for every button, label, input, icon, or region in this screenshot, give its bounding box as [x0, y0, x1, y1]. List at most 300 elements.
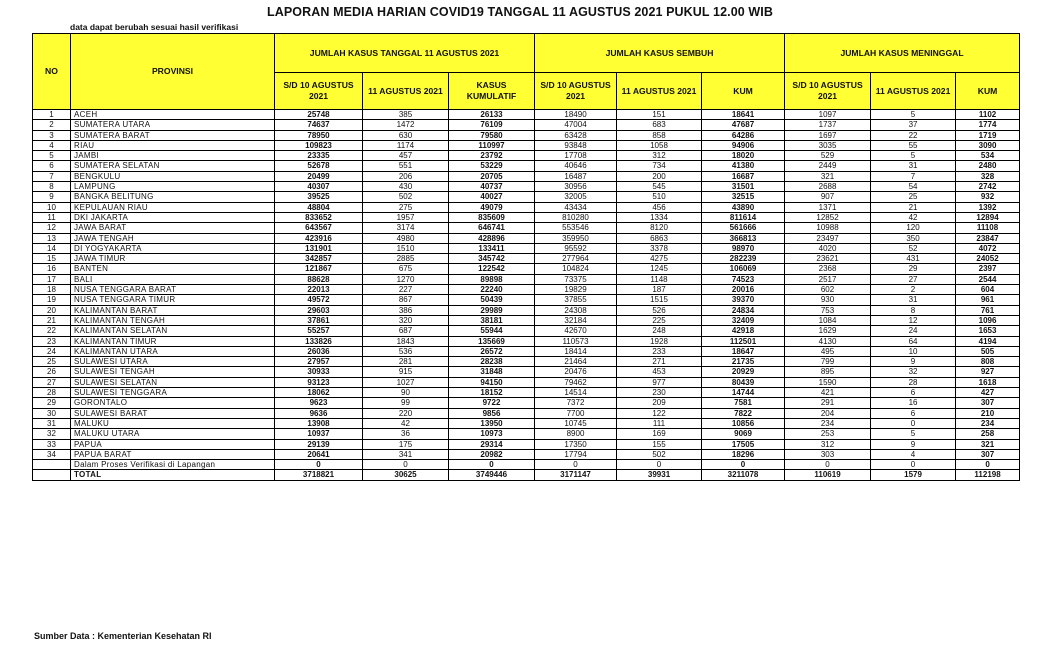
cell-kasus-sd: 48804: [275, 202, 363, 212]
cell-kasus-kumulatif: 31848: [449, 367, 535, 377]
cell-no: 28: [33, 388, 71, 398]
cell-sembuh-kum: 18020: [702, 151, 785, 161]
cell-kasus-today: 630: [363, 130, 449, 140]
cell-sembuh-sd: 32005: [535, 192, 617, 202]
cell-meninggal-kum: 210: [956, 408, 1020, 418]
data-source: Sumber Data : Kementerian Kesehatan RI: [34, 631, 212, 641]
covid-report-table: [32, 33, 1020, 481]
cell-sembuh-today: 1515: [617, 295, 702, 305]
cell-sembuh-today: 0: [617, 460, 702, 470]
cell-sembuh-sd: 37855: [535, 295, 617, 305]
cell-no: 22: [33, 326, 71, 336]
cell-meninggal-sd: 602: [785, 285, 871, 295]
cell-sembuh-today: 1928: [617, 336, 702, 346]
cell-sembuh-today: 526: [617, 305, 702, 315]
table-row: [33, 274, 1020, 284]
cell-meninggal-sd: 1097: [785, 110, 871, 120]
cell-provinsi: TOTAL: [71, 470, 275, 480]
cell-provinsi: SUMATERA SELATAN: [71, 161, 275, 171]
cell-no: 11: [33, 212, 71, 222]
cell-no: 29: [33, 398, 71, 408]
cell-meninggal-sd: 234: [785, 418, 871, 428]
cell-no: 17: [33, 274, 71, 284]
cell-kasus-today: 175: [363, 439, 449, 449]
cell-provinsi: SULAWESI UTARA: [71, 357, 275, 367]
cell-sembuh-today: 734: [617, 161, 702, 171]
cell-kasus-sd: 121867: [275, 264, 363, 274]
cell-meninggal-today: 350: [871, 233, 956, 243]
cell-provinsi: JAWA TIMUR: [71, 254, 275, 264]
cell-kasus-kumulatif: 53229: [449, 161, 535, 171]
cell-kasus-today: 1027: [363, 377, 449, 387]
table-row: [33, 367, 1020, 377]
cell-kasus-sd: 88628: [275, 274, 363, 284]
cell-sembuh-kum: 98970: [702, 243, 785, 253]
cell-meninggal-kum: 1774: [956, 120, 1020, 130]
table-row: [33, 243, 1020, 253]
cell-kasus-sd: 18062: [275, 388, 363, 398]
cell-sembuh-sd: 21464: [535, 357, 617, 367]
cell-kasus-kumulatif: 26572: [449, 346, 535, 356]
cell-no: 33: [33, 439, 71, 449]
header-sembuh-today: 11 AGUSTUS 2021: [617, 73, 702, 110]
cell-sembuh-sd: 47004: [535, 120, 617, 130]
cell-provinsi: SULAWESI BARAT: [71, 408, 275, 418]
cell-meninggal-kum: 24052: [956, 254, 1020, 264]
cell-kasus-sd: 133826: [275, 336, 363, 346]
cell-meninggal-sd: 303: [785, 449, 871, 459]
cell-provinsi: SULAWESI TENGGARA: [71, 388, 275, 398]
cell-kasus-kumulatif: 94150: [449, 377, 535, 387]
cell-sembuh-today: 545: [617, 182, 702, 192]
cell-kasus-kumulatif: 110997: [449, 140, 535, 150]
cell-kasus-sd: 423916: [275, 233, 363, 243]
cell-meninggal-today: 22: [871, 130, 956, 140]
cell-kasus-today: 2885: [363, 254, 449, 264]
cell-sembuh-kum: 106069: [702, 264, 785, 274]
cell-sembuh-kum: 10856: [702, 418, 785, 428]
cell-provinsi: NUSA TENGGARA TIMUR: [71, 295, 275, 305]
cell-sembuh-today: 225: [617, 315, 702, 325]
cell-meninggal-today: 21: [871, 202, 956, 212]
cell-meninggal-today: 7: [871, 171, 956, 181]
cell-kasus-sd: 40307: [275, 182, 363, 192]
cell-meninggal-kum: 927: [956, 367, 1020, 377]
cell-kasus-sd: 23335: [275, 151, 363, 161]
cell-no: 27: [33, 377, 71, 387]
cell-meninggal-sd: 2368: [785, 264, 871, 274]
cell-sembuh-sd: 93848: [535, 140, 617, 150]
cell-kasus-sd: 131901: [275, 243, 363, 253]
cell-provinsi: BALI: [71, 274, 275, 284]
cell-sembuh-today: 230: [617, 388, 702, 398]
cell-kasus-today: 385: [363, 110, 449, 120]
cell-kasus-sd: 37861: [275, 315, 363, 325]
cell-sembuh-kum: 18641: [702, 110, 785, 120]
cell-provinsi: BANTEN: [71, 264, 275, 274]
cell-kasus-today: 457: [363, 151, 449, 161]
cell-meninggal-today: 6: [871, 388, 956, 398]
cell-kasus-sd: 52678: [275, 161, 363, 171]
cell-provinsi: Dalam Proses Verifikasi di Lapangan: [71, 460, 275, 470]
cell-kasus-sd: 30933: [275, 367, 363, 377]
table-row: [33, 233, 1020, 243]
cell-kasus-today: 502: [363, 192, 449, 202]
table-row: [33, 212, 1020, 222]
cell-meninggal-sd: 253: [785, 429, 871, 439]
table-row: [33, 336, 1020, 346]
cell-sembuh-kum: 282239: [702, 254, 785, 264]
cell-kasus-kumulatif: 79580: [449, 130, 535, 140]
cell-provinsi: KALIMANTAN UTARA: [71, 346, 275, 356]
cell-meninggal-sd: 312: [785, 439, 871, 449]
cell-meninggal-kum: 2544: [956, 274, 1020, 284]
cell-meninggal-today: 431: [871, 254, 956, 264]
cell-sembuh-sd: 40646: [535, 161, 617, 171]
cell-kasus-kumulatif: 26133: [449, 110, 535, 120]
table-row: [33, 460, 1020, 470]
cell-kasus-kumulatif: 28238: [449, 357, 535, 367]
total-row: [33, 470, 1020, 480]
cell-no: 12: [33, 223, 71, 233]
cell-kasus-sd: 39525: [275, 192, 363, 202]
table-row: [33, 151, 1020, 161]
cell-meninggal-today: 0: [871, 418, 956, 428]
cell-kasus-sd: 833652: [275, 212, 363, 222]
cell-meninggal-kum: 307: [956, 449, 1020, 459]
cell-sembuh-sd: 8900: [535, 429, 617, 439]
table-row: [33, 120, 1020, 130]
cell-meninggal-sd: 907: [785, 192, 871, 202]
cell-sembuh-sd: 63428: [535, 130, 617, 140]
cell-meninggal-today: 28: [871, 377, 956, 387]
table-row: [33, 264, 1020, 274]
table-row: [33, 202, 1020, 212]
cell-provinsi: DI YOGYAKARTA: [71, 243, 275, 253]
cell-kasus-sd: 55257: [275, 326, 363, 336]
cell-no: 26: [33, 367, 71, 377]
cell-sembuh-sd: 104824: [535, 264, 617, 274]
header-group-kasus: JUMLAH KASUS TANGGAL 11 AGUSTUS 2021: [275, 34, 535, 73]
cell-no: 19: [33, 295, 71, 305]
cell-no: 15: [33, 254, 71, 264]
cell-meninggal-today: 25: [871, 192, 956, 202]
cell-meninggal-today: 31: [871, 295, 956, 305]
table-row: [33, 449, 1020, 459]
cell-sembuh-sd: 30956: [535, 182, 617, 192]
table-row: [33, 285, 1020, 295]
cell-kasus-today: 687: [363, 326, 449, 336]
cell-kasus-today: 320: [363, 315, 449, 325]
cell-kasus-today: 275: [363, 202, 449, 212]
cell-sembuh-kum: 0: [702, 460, 785, 470]
cell-kasus-kumulatif: 49079: [449, 202, 535, 212]
cell-kasus-kumulatif: 428896: [449, 233, 535, 243]
cell-sembuh-kum: 47687: [702, 120, 785, 130]
cell-kasus-today: 3174: [363, 223, 449, 233]
cell-kasus-kumulatif: 20705: [449, 171, 535, 181]
cell-no: 5: [33, 151, 71, 161]
cell-kasus-kumulatif: 40027: [449, 192, 535, 202]
cell-sembuh-today: 683: [617, 120, 702, 130]
cell-sembuh-sd: 0: [535, 460, 617, 470]
cell-provinsi: SUMATERA BARAT: [71, 130, 275, 140]
table-row: [33, 315, 1020, 325]
cell-kasus-sd: 29603: [275, 305, 363, 315]
cell-meninggal-kum: 808: [956, 357, 1020, 367]
cell-meninggal-kum: 1719: [956, 130, 1020, 140]
cell-sembuh-today: 271: [617, 357, 702, 367]
cell-kasus-sd: 22013: [275, 285, 363, 295]
cell-meninggal-kum: 2480: [956, 161, 1020, 171]
cell-no: 24: [33, 346, 71, 356]
table-body: [33, 110, 1020, 481]
cell-sembuh-sd: 43434: [535, 202, 617, 212]
cell-meninggal-kum: 328: [956, 171, 1020, 181]
table-row: [33, 326, 1020, 336]
cell-kasus-kumulatif: 55944: [449, 326, 535, 336]
cell-meninggal-today: 54: [871, 182, 956, 192]
cell-provinsi: BENGKULU: [71, 171, 275, 181]
cell-provinsi: PAPUA BARAT: [71, 449, 275, 459]
cell-kasus-kumulatif: 646741: [449, 223, 535, 233]
cell-kasus-today: 536: [363, 346, 449, 356]
cell-kasus-kumulatif: 76109: [449, 120, 535, 130]
header-kasus-today: 11 AGUSTUS 2021: [363, 73, 449, 110]
cell-meninggal-sd: 1084: [785, 315, 871, 325]
cell-sembuh-kum: 17505: [702, 439, 785, 449]
cell-kasus-today: 867: [363, 295, 449, 305]
cell-sembuh-today: 977: [617, 377, 702, 387]
cell-kasus-today: 0: [363, 460, 449, 470]
cell-meninggal-sd: 12852: [785, 212, 871, 222]
table-row: [33, 161, 1020, 171]
cell-sembuh-today: 1148: [617, 274, 702, 284]
cell-meninggal-today: 16: [871, 398, 956, 408]
table-row: [33, 192, 1020, 202]
cell-kasus-today: 915: [363, 367, 449, 377]
cell-kasus-kumulatif: 38181: [449, 315, 535, 325]
cell-meninggal-today: 32: [871, 367, 956, 377]
cell-kasus-sd: 109823: [275, 140, 363, 150]
cell-sembuh-today: 248: [617, 326, 702, 336]
cell-sembuh-kum: 39370: [702, 295, 785, 305]
cell-meninggal-today: 9: [871, 439, 956, 449]
cell-meninggal-sd: 2688: [785, 182, 871, 192]
cell-meninggal-kum: 307: [956, 398, 1020, 408]
cell-kasus-today: 227: [363, 285, 449, 295]
cell-sembuh-today: 233: [617, 346, 702, 356]
cell-meninggal-today: 5: [871, 110, 956, 120]
cell-sembuh-sd: 17350: [535, 439, 617, 449]
cell-kasus-kumulatif: 3749446: [449, 470, 535, 480]
cell-kasus-kumulatif: 23792: [449, 151, 535, 161]
cell-kasus-kumulatif: 22240: [449, 285, 535, 295]
cell-meninggal-kum: 112198: [956, 470, 1020, 480]
cell-no: 13: [33, 233, 71, 243]
cell-provinsi: KALIMANTAN SELATAN: [71, 326, 275, 336]
cell-provinsi: NUSA TENGGARA BARAT: [71, 285, 275, 295]
header-meninggal-sd: S/D 10 AGUSTUS 2021: [785, 73, 871, 110]
cell-sembuh-sd: 3171147: [535, 470, 617, 480]
cell-provinsi: DKI JAKARTA: [71, 212, 275, 222]
cell-sembuh-kum: 7822: [702, 408, 785, 418]
cell-meninggal-kum: 1102: [956, 110, 1020, 120]
cell-provinsi: KEPULAUAN RIAU: [71, 202, 275, 212]
cell-meninggal-today: 24: [871, 326, 956, 336]
cell-meninggal-sd: 204: [785, 408, 871, 418]
cell-no: 16: [33, 264, 71, 274]
cell-kasus-sd: 10937: [275, 429, 363, 439]
cell-kasus-sd: 9636: [275, 408, 363, 418]
cell-meninggal-today: 31: [871, 161, 956, 171]
cell-meninggal-today: 5: [871, 151, 956, 161]
cell-kasus-kumulatif: 0: [449, 460, 535, 470]
cell-meninggal-kum: 258: [956, 429, 1020, 439]
cell-sembuh-kum: 20929: [702, 367, 785, 377]
cell-sembuh-kum: 74523: [702, 274, 785, 284]
header-meninggal-kum: KUM: [956, 73, 1020, 110]
cell-meninggal-today: 5: [871, 429, 956, 439]
cell-sembuh-today: 39931: [617, 470, 702, 480]
report-title: LAPORAN MEDIA HARIAN COVID19 TANGGAL 11 AGUSTUS 2021 PUKUL 12.00 WIB: [267, 5, 773, 19]
header-no: NO: [33, 34, 71, 110]
cell-provinsi: LAMPUNG: [71, 182, 275, 192]
cell-no: 3: [33, 130, 71, 140]
cell-meninggal-today: 10: [871, 346, 956, 356]
cell-meninggal-sd: 930: [785, 295, 871, 305]
cell-sembuh-sd: 79462: [535, 377, 617, 387]
cell-no: 34: [33, 449, 71, 459]
cell-no: 8: [33, 182, 71, 192]
table-row: [33, 254, 1020, 264]
cell-no: 25: [33, 357, 71, 367]
cell-meninggal-kum: 427: [956, 388, 1020, 398]
cell-kasus-kumulatif: 50439: [449, 295, 535, 305]
cell-sembuh-sd: 17794: [535, 449, 617, 459]
cell-meninggal-today: 37: [871, 120, 956, 130]
cell-sembuh-sd: 7700: [535, 408, 617, 418]
cell-kasus-kumulatif: 9722: [449, 398, 535, 408]
cell-kasus-today: 30625: [363, 470, 449, 480]
cell-kasus-sd: 29139: [275, 439, 363, 449]
cell-provinsi: PAPUA: [71, 439, 275, 449]
cell-meninggal-sd: 2517: [785, 274, 871, 284]
cell-no: 18: [33, 285, 71, 295]
cell-sembuh-kum: 20016: [702, 285, 785, 295]
table-row: [33, 171, 1020, 181]
cell-no: 1: [33, 110, 71, 120]
cell-kasus-today: 1957: [363, 212, 449, 222]
cell-kasus-kumulatif: 10973: [449, 429, 535, 439]
cell-sembuh-sd: 553546: [535, 223, 617, 233]
cell-sembuh-sd: 18414: [535, 346, 617, 356]
cell-sembuh-sd: 18490: [535, 110, 617, 120]
cell-meninggal-kum: 961: [956, 295, 1020, 305]
cell-no: 4: [33, 140, 71, 150]
cell-provinsi: MALUKU: [71, 418, 275, 428]
cell-meninggal-today: 55: [871, 140, 956, 150]
cell-kasus-kumulatif: 40737: [449, 182, 535, 192]
cell-provinsi: ACEH: [71, 110, 275, 120]
cell-meninggal-kum: 321: [956, 439, 1020, 449]
cell-meninggal-sd: 421: [785, 388, 871, 398]
cell-kasus-kumulatif: 133411: [449, 243, 535, 253]
cell-sembuh-kum: 7581: [702, 398, 785, 408]
cell-no: [33, 460, 71, 470]
cell-kasus-kumulatif: 20982: [449, 449, 535, 459]
cell-kasus-sd: 9623: [275, 398, 363, 408]
cell-kasus-sd: 25748: [275, 110, 363, 120]
cell-kasus-today: 1174: [363, 140, 449, 150]
table-row: [33, 398, 1020, 408]
cell-sembuh-kum: 14744: [702, 388, 785, 398]
cell-sembuh-sd: 20476: [535, 367, 617, 377]
cell-sembuh-sd: 16487: [535, 171, 617, 181]
cell-sembuh-today: 312: [617, 151, 702, 161]
cell-sembuh-sd: 24308: [535, 305, 617, 315]
cell-meninggal-today: 4: [871, 449, 956, 459]
cell-no: 32: [33, 429, 71, 439]
cell-sembuh-kum: 3211078: [702, 470, 785, 480]
cell-kasus-kumulatif: 122542: [449, 264, 535, 274]
table-row: [33, 388, 1020, 398]
header-kasus-sd: S/D 10 AGUSTUS 2021: [275, 73, 363, 110]
table-row: [33, 182, 1020, 192]
cell-meninggal-sd: 1371: [785, 202, 871, 212]
cell-kasus-kumulatif: 18152: [449, 388, 535, 398]
table-row: [33, 140, 1020, 150]
cell-sembuh-sd: 810280: [535, 212, 617, 222]
cell-sembuh-kum: 43890: [702, 202, 785, 212]
header-meninggal-today: 11 AGUSTUS 2021: [871, 73, 956, 110]
cell-kasus-sd: 78950: [275, 130, 363, 140]
cell-sembuh-kum: 32409: [702, 315, 785, 325]
cell-sembuh-kum: 24834: [702, 305, 785, 315]
cell-kasus-today: 42: [363, 418, 449, 428]
cell-meninggal-sd: 10988: [785, 223, 871, 233]
cell-meninggal-kum: 12894: [956, 212, 1020, 222]
cell-kasus-sd: 93123: [275, 377, 363, 387]
cell-no: 7: [33, 171, 71, 181]
cell-sembuh-today: 510: [617, 192, 702, 202]
cell-meninggal-sd: 0: [785, 460, 871, 470]
cell-meninggal-today: 120: [871, 223, 956, 233]
cell-kasus-today: 1472: [363, 120, 449, 130]
cell-kasus-today: 1270: [363, 274, 449, 284]
cell-kasus-today: 36: [363, 429, 449, 439]
cell-meninggal-kum: 11108: [956, 223, 1020, 233]
table-header: [33, 34, 1020, 110]
cell-sembuh-sd: 359950: [535, 233, 617, 243]
cell-kasus-sd: 3718821: [275, 470, 363, 480]
cell-no: 21: [33, 315, 71, 325]
cell-meninggal-sd: 110619: [785, 470, 871, 480]
cell-meninggal-today: 27: [871, 274, 956, 284]
cell-sembuh-today: 453: [617, 367, 702, 377]
cell-meninggal-sd: 495: [785, 346, 871, 356]
cell-kasus-sd: 20641: [275, 449, 363, 459]
cell-sembuh-today: 1058: [617, 140, 702, 150]
cell-sembuh-kum: 64286: [702, 130, 785, 140]
cell-meninggal-kum: 1096: [956, 315, 1020, 325]
cell-meninggal-sd: 4020: [785, 243, 871, 253]
cell-sembuh-sd: 10745: [535, 418, 617, 428]
cell-sembuh-sd: 277964: [535, 254, 617, 264]
cell-kasus-kumulatif: 13950: [449, 418, 535, 428]
cell-sembuh-kum: 31501: [702, 182, 785, 192]
cell-provinsi: KALIMANTAN TENGAH: [71, 315, 275, 325]
